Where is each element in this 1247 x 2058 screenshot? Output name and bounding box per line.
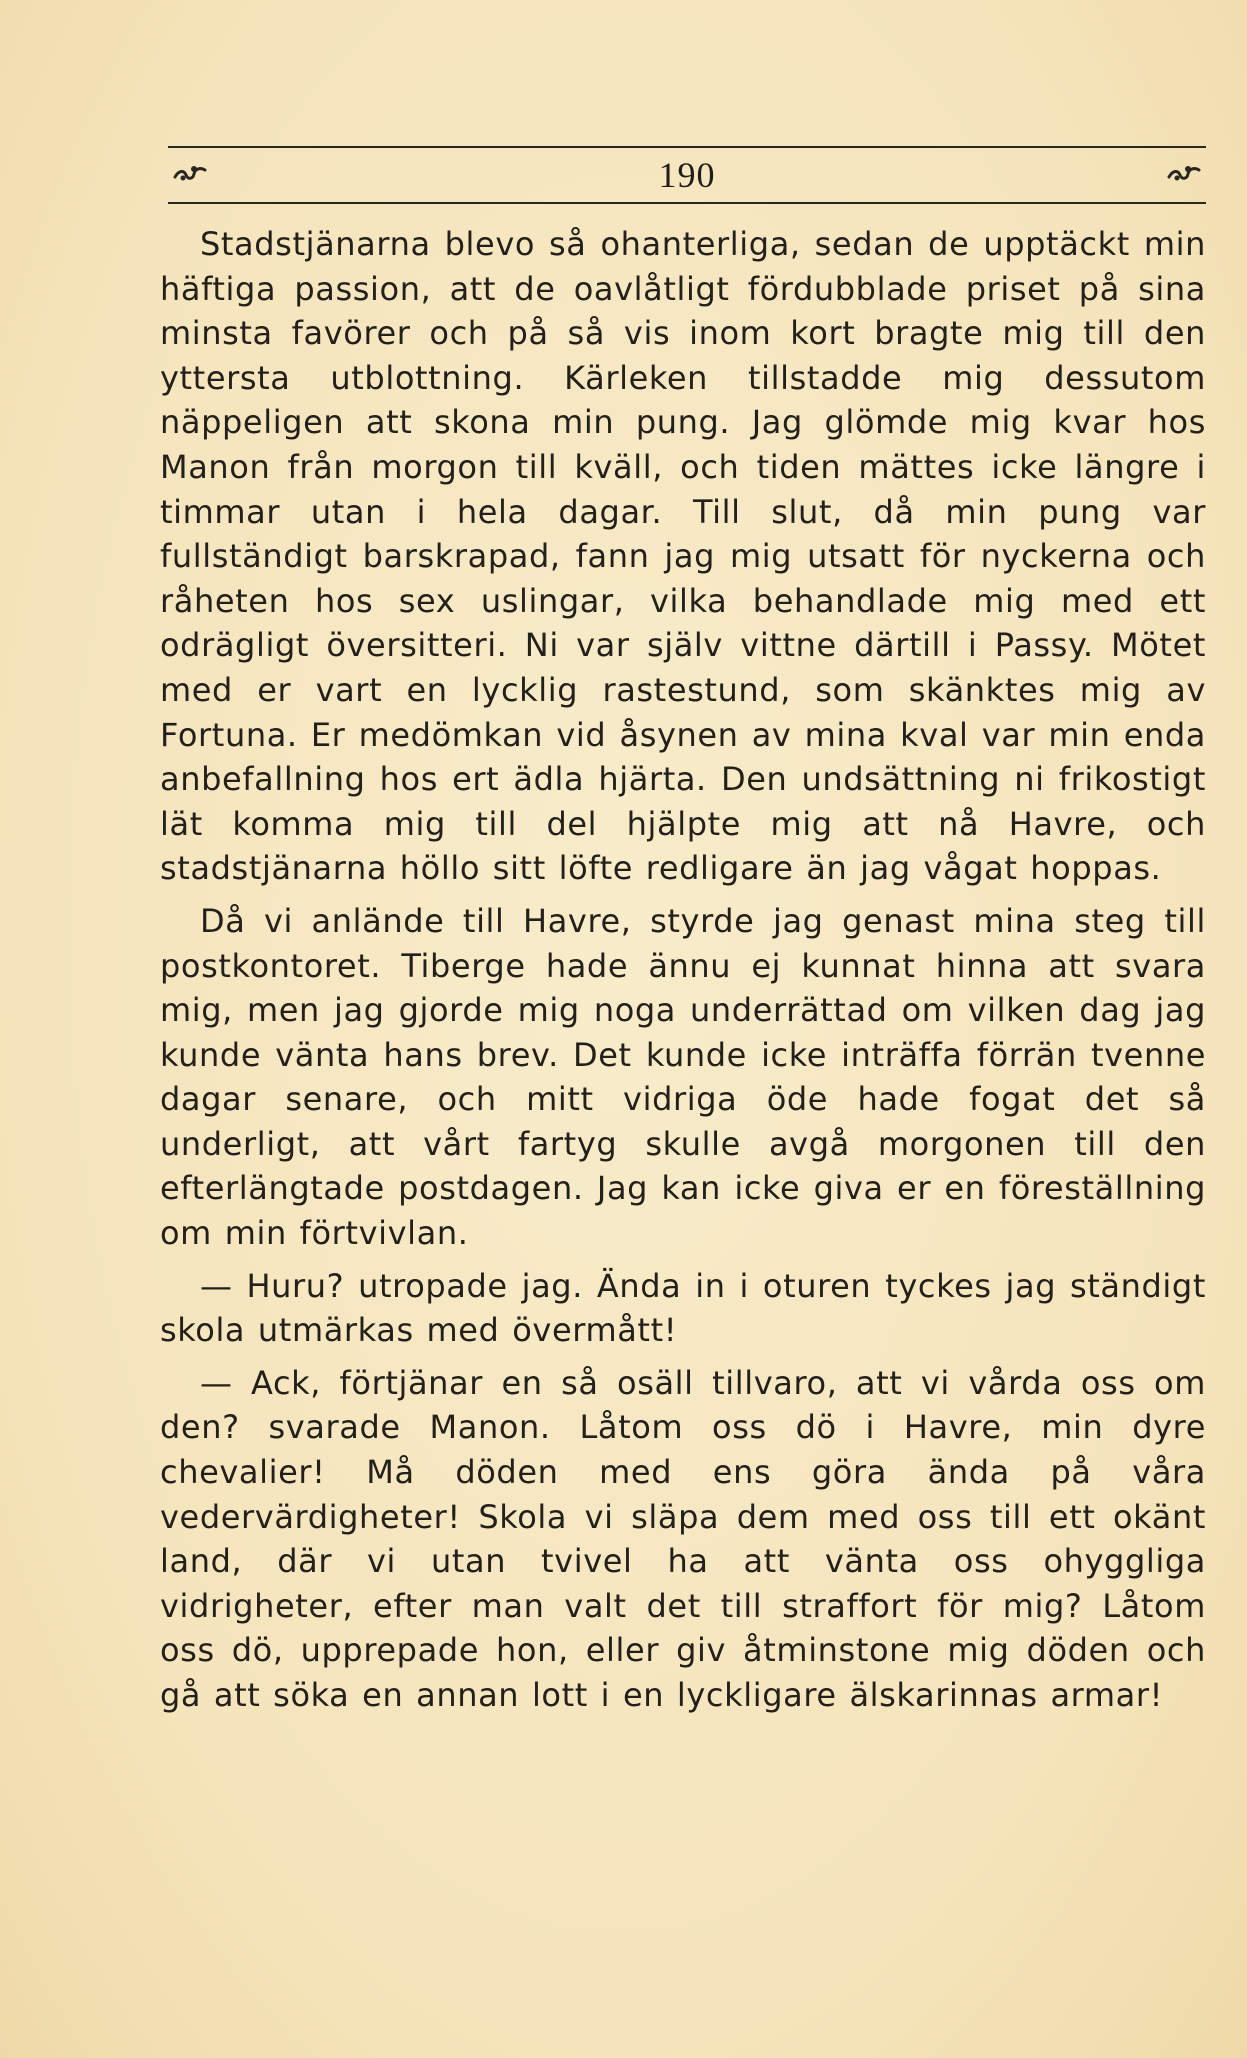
page-header <box>168 140 1206 206</box>
paragraph: Stadstjänarna blevo så ohanterliga, sedan de upptäckt min häftiga passion, att de oavlåtligt fördubblade priset på sina minsta favörer och på så vis inom kort bragte mig till den yttersta utblottning. Kärleken tillstadde mig dessutom näppeligen att skona min pung. Jag glömde mig kvar hos Manon från morgon till kväll, och tiden mättes icke längre i timmar utan i hela dagar. Till slut, då min pung var fullständigt barskrapad, fann jag mig utsatt för nyckerna och råheten hos sex uslingar, vilka behandlade mig med ett odrägligt översitteri. Ni var själv vittne därtill i Passy. Mötet med er vart en lycklig rastestund, som skänktes mig av Fortuna. Er medömkan vid åsynen av mina kval var min enda anbefallning hos ert ädla hjärta. Den undsättning ni frikostigt lät komma mig till del hjälpte mig att nå Havre, och stadstjänarna höllo sitt löfte redligare än jag vågat hoppas. <box>160 225 1206 888</box>
page-number: 190 <box>658 155 716 195</box>
paragraph: Då vi anlände till Havre, styrde jag genast mina steg till postkontoret. Tiberge hade ännu ej kunnat hinna att svara mig, men jag gjorde mig noga underrättad om vilken dag jag kunde vänta hans brev. Det kunde icke inträffa förrän tvenne dagar senare, och mitt vidriga öde hade fogat det så underligt, att vårt fartyg skulle avgå morgonen till den efterlängtade postdagen. Jag kan icke giva er en föreställning om min förtvivlan. <box>160 901 1206 1253</box>
body-text <box>160 222 1206 1726</box>
fleuron-ornament-icon <box>1166 162 1202 184</box>
header-rule-top <box>168 146 1206 148</box>
header-rule-bottom <box>168 202 1206 204</box>
paragraph: — Ack, förtjänar en så osäll tillvaro, att vi vårda oss om den? svarade Manon. Låtom oss dö i Havre, min dyre chevalier! Må döden med ens göra ända på våra vedervärdigheter! Skola vi släpa dem med oss till ett okänt land, där vi utan tvivel ha att vänta oss ohyggliga vidrigheter, efter man valt det till straffort för mig? Låtom oss dö, upprepade hon, eller giv åtminstone mig döden och gå att söka en annan lott i en lyckligare älskarinnas armar! <box>160 1363 1206 1714</box>
paragraph: — Huru? utropade jag. Ända in i oturen tyckes jag ständigt skola utmärkas med övermått! <box>160 1266 1206 1350</box>
